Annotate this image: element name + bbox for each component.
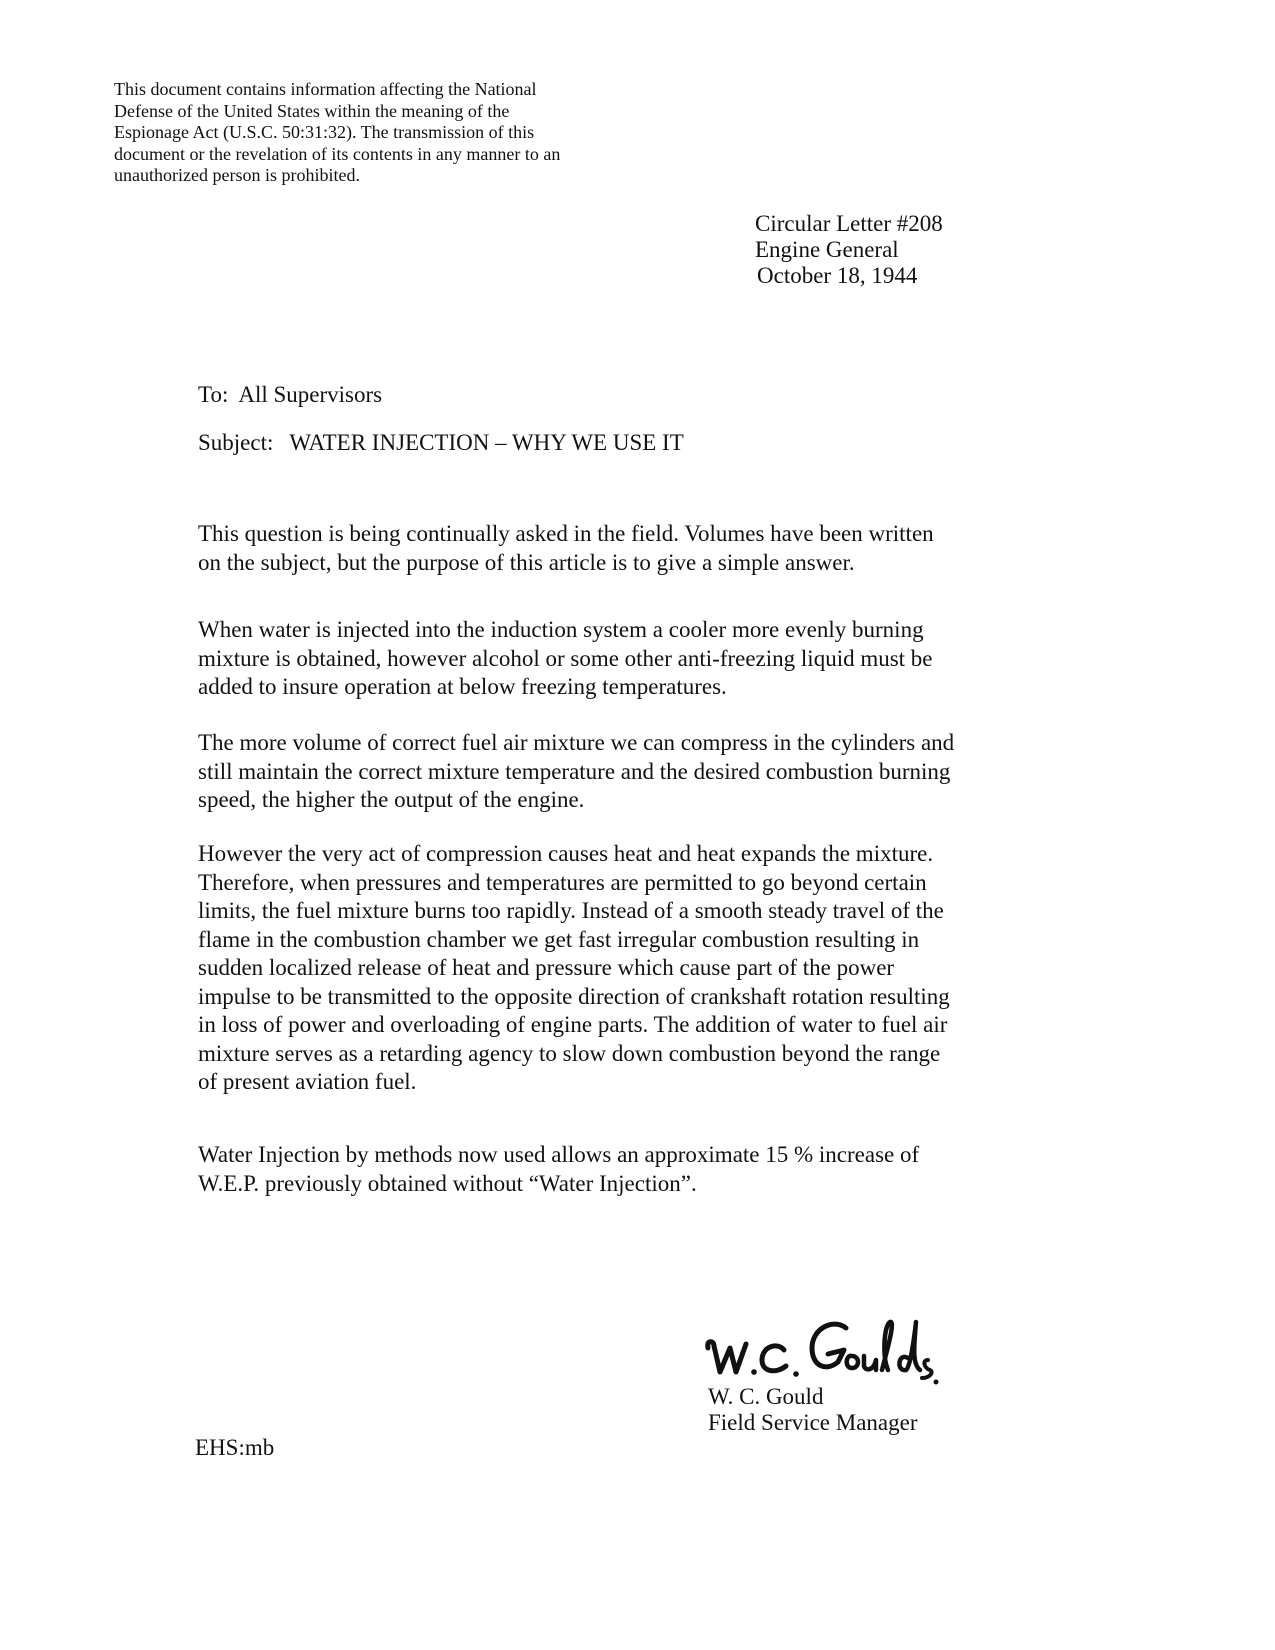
paragraph-line: on the subject, but the purpose of this article is to give a simple answer. [198,549,855,575]
paragraph-line: of present aviation fuel. [198,1069,417,1094]
signatory-block [708,1384,917,1436]
to-value: All Supervisors [238,382,383,407]
security-notice-line: Defense of the United States within the meaning of the [114,100,510,121]
paragraph-5 [198,1141,1078,1198]
security-notice-line: document or the revelation of its contents in any manner to an [114,143,561,164]
paragraph-line: added to insure operation at below freezing temperatures. [198,674,727,699]
paragraph-line: in loss of power and overloading of engine parts. The addition of water to fuel air [198,1012,948,1037]
paragraph-line: mixture is obtained, however alcohol or some other anti-freezing liquid must be [198,645,933,671]
reference-initials: EHS:mb [195,1435,275,1460]
paragraph-line: When water is injected into the induction system a cooler more evenly burning [198,617,924,642]
paragraph-4 [198,840,1078,1097]
reference-block [755,211,943,289]
security-notice-line: unauthorized person is prohibited. [114,165,360,185]
paragraph-line: still maintain the correct mixture temperature and the desired combustion burning [198,758,951,784]
paragraph-line: limits, the fuel mixture burns too rapidly. Instead of a smooth steady travel of the [198,898,944,923]
paragraph-2 [198,616,1078,702]
paragraph-line: impulse to be transmitted to the opposite direction of crankshaft rotation resulting [198,983,950,1009]
subject-line [198,430,684,456]
security-notice [114,79,634,187]
security-notice-line: This document contains information affecting the National [114,79,537,99]
paragraph-line: sudden localized release of heat and pressure which cause part of the power [198,955,895,980]
paragraph-line: However the very act of compression causes heat and heat expands the mixture. [198,841,934,866]
to-label: To: [198,382,229,407]
handwritten-signature [700,1310,940,1390]
signatory-name: W. C. Gould [708,1384,824,1409]
paragraph-line: Therefore, when pressures and temperatures are permitted to go beyond certain [198,869,927,895]
paragraph-line: W.E.P. previously obtained without “Water Injection”. [198,1170,697,1196]
letter-date: October 18, 1944 [757,263,918,288]
paragraph-line: mixture serves as a retarding agency to slow down combustion beyond the range [198,1040,941,1066]
paragraph-line: flame in the combustion chamber we get fast irregular combustion resulting in [198,926,920,952]
paragraph-line: Water Injection by methods now used allows an approximate 15 % increase of [198,1142,920,1167]
to-line [198,382,382,408]
paragraph-1 [198,520,1078,577]
paragraph-line: speed, the higher the output of the engine. [198,787,585,812]
paragraph-3 [198,729,1078,815]
security-notice-line: Espionage Act (U.S.C. 50:31:32). The transmission of this [114,122,535,142]
circular-letter-number: Circular Letter #208 [755,211,943,236]
subject-label: Subject: [198,430,274,455]
paragraph-line: The more volume of correct fuel air mixture we can compress in the cylinders and [198,730,955,755]
paragraph-line: This question is being continually asked in the field. Volumes have been written [198,521,934,546]
letter-category: Engine General [755,237,899,262]
signatory-title: Field Service Manager [708,1410,918,1435]
subject-value: WATER INJECTION – WHY WE USE IT [289,430,684,455]
